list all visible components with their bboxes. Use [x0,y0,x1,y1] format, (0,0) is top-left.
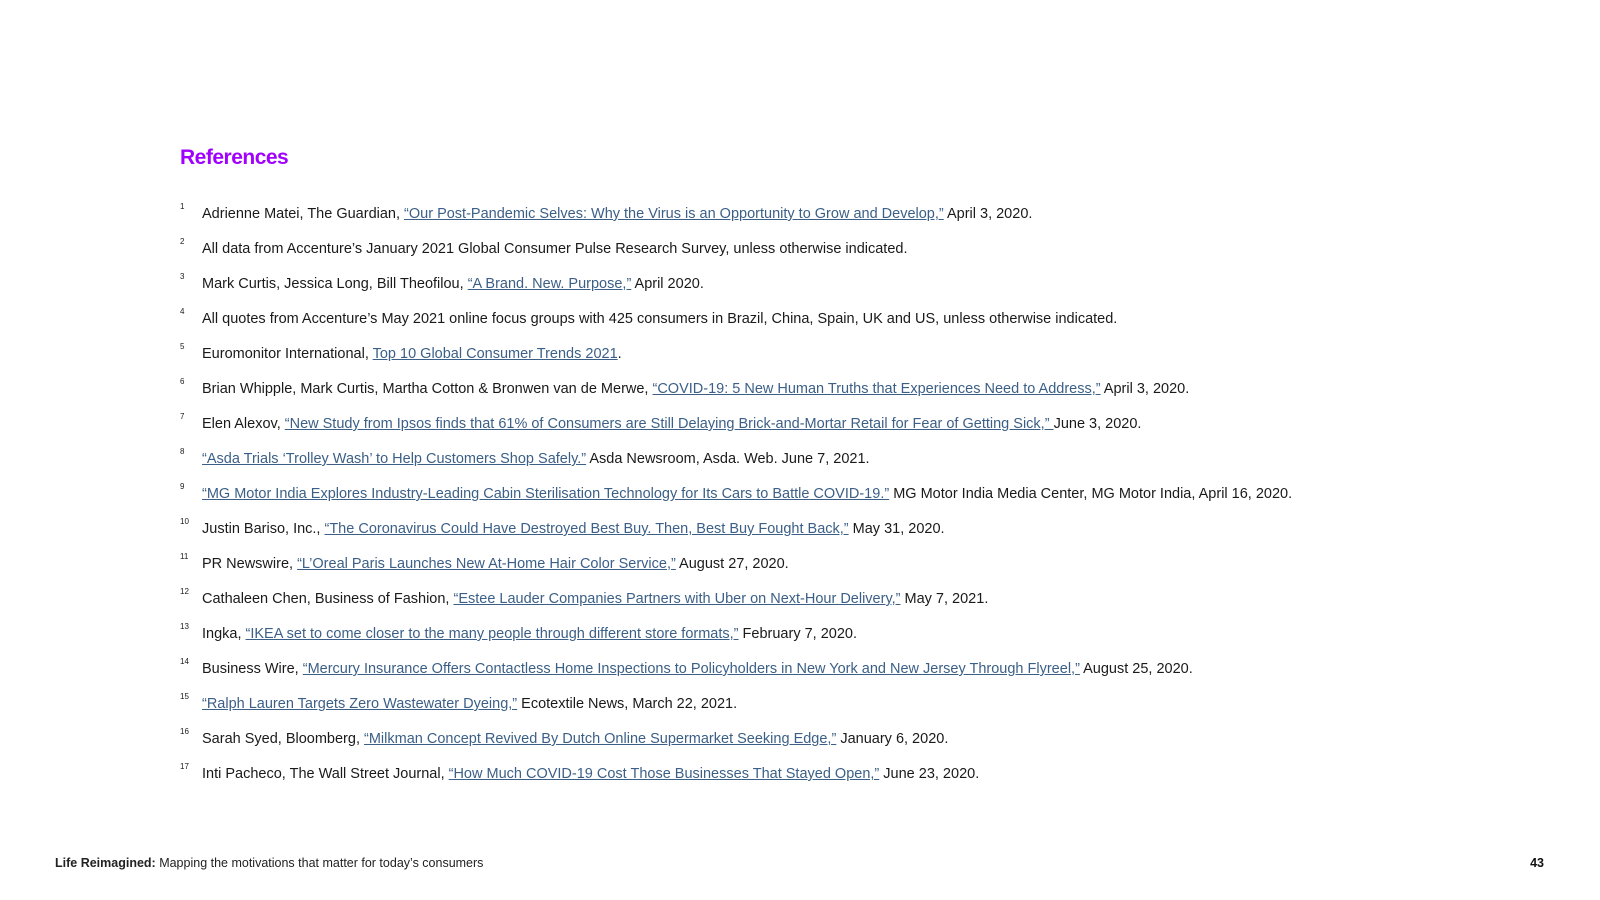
reference-text [202,520,945,538]
reference-link[interactable]: “Asda Trials ‘Trolley Wash’ to Help Customers Shop Safely.” [202,451,587,467]
reference-source: Ingka, [202,626,246,642]
reference-date: April 3, 2020. [943,206,1033,222]
reference-source: Elen Alexov, [202,416,285,432]
reference-item [180,517,1420,555]
reference-source: Mark Curtis, Jessica Long, Bill Theofilou, [202,276,468,292]
reference-date: April 3, 2020. [1100,381,1190,397]
reference-number: 6 [180,377,185,386]
reference-item [180,237,1420,275]
reference-source: Sarah Syed, Bloomberg, [202,731,365,747]
reference-text [202,310,1117,328]
reference-number: 17 [180,762,189,771]
reference-number: 15 [180,692,189,701]
footer-subtitle: Mapping the motivations that matter for today’s consumers [155,856,484,870]
reference-number: 11 [180,552,189,561]
reference-text [202,765,979,783]
reference-item [180,762,1420,800]
reference-link[interactable]: “New Study from Ipsos finds that 61% of Consumers are Still Delaying Brick-and-Mortar Retail for Fear of Getting Sick,” [284,416,1054,432]
reference-date: June 3, 2020. [1053,416,1142,432]
reference-link[interactable]: “How Much COVID-19 Cost Those Businesses That Stayed Open,” [448,766,880,782]
reference-source: PR Newswire, [202,556,298,572]
reference-text [202,415,1141,433]
reference-item [180,657,1420,695]
reference-text [202,485,1292,503]
reference-number: 3 [180,272,185,281]
reference-number: 4 [180,307,185,316]
reference-date: February 7, 2020. [738,626,858,642]
reference-text [202,625,857,643]
reference-number: 8 [180,447,185,456]
reference-item [180,692,1420,730]
reference-item [180,202,1420,240]
reference-link[interactable]: “A Brand. New. Purpose,” [467,276,632,292]
reference-number: 5 [180,342,185,351]
reference-item [180,412,1420,450]
reference-source: Euromonitor International, [202,346,373,362]
reference-text [202,240,908,258]
reference-item [180,342,1420,380]
reference-item [180,377,1420,415]
reference-date: May 31, 2020. [848,521,945,537]
reference-source: Justin Bariso, Inc., [202,521,325,537]
reference-link[interactable]: “Our Post-Pandemic Selves: Why the Virus is an Opportunity to Grow and Develop,” [404,206,944,222]
reference-link[interactable]: “Estee Lauder Companies Partners with Uber on Next-Hour Delivery,” [453,591,901,607]
reference-text [202,450,870,468]
reference-item [180,587,1420,625]
reference-date: January 6, 2020. [836,731,949,747]
reference-text [202,345,622,363]
reference-number: 9 [180,482,185,491]
reference-source: Adrienne Matei, The Guardian, [202,206,405,222]
references-list [180,202,1420,800]
reference-source: Brian Whipple, Mark Curtis, Martha Cotton & Bronwen van de Merwe, [202,381,653,397]
footer-caption [55,856,483,870]
reference-text [202,695,737,713]
reference-date: August 27, 2020. [675,556,789,572]
reference-item [180,447,1420,485]
reference-text [202,555,789,573]
reference-text [202,730,948,748]
reference-number: 13 [180,622,189,631]
reference-source: Business Wire, [202,661,303,677]
reference-number: 16 [180,727,189,736]
reference-date: May 7, 2021. [900,591,989,607]
reference-link[interactable]: “The Coronavirus Could Have Destroyed Best Buy. Then, Best Buy Fought Back,” [324,521,849,537]
reference-number: 10 [180,517,189,526]
reference-date: Asda Newsroom, Asda. Web. June 7, 2021. [586,451,870,467]
reference-link[interactable]: Top 10 Global Consumer Trends 2021 [372,346,618,362]
reference-source: All data from Accenture’s January 2021 Global Consumer Pulse Research Survey, unless otherwise indicated. [202,241,908,257]
reference-date: . [617,346,622,362]
reference-source: All quotes from Accenture’s May 2021 online focus groups with 425 consumers in Brazil, China, Spain, UK and US, unless otherwise indicated. [202,311,1118,327]
reference-item [180,307,1420,345]
reference-text [202,660,1193,678]
reference-link[interactable]: “Mercury Insurance Offers Contactless Home Inspections to Policyholders in New York and New Jersey Through Flyreel,” [302,661,1080,677]
reference-text [202,205,1032,223]
reference-link[interactable]: “MG Motor India Explores Industry-Leading Cabin Sterilisation Technology for Its Cars to Battle COVID-19.” [202,486,890,502]
reference-number: 2 [180,237,185,246]
reference-date: April 2020. [631,276,704,292]
reference-number: 12 [180,587,189,596]
reference-text [202,275,704,293]
reference-link[interactable]: “Ralph Lauren Targets Zero Wastewater Dyeing,” [202,696,518,712]
page-title: References [180,146,289,169]
reference-text [202,380,1189,398]
reference-source: Inti Pacheco, The Wall Street Journal, [202,766,449,782]
footer-title: Life Reimagined: [55,856,156,870]
reference-date: MG Motor India Media Center, MG Motor India, April 16, 2020. [889,486,1293,502]
reference-item [180,727,1420,765]
reference-number: 7 [180,412,185,421]
reference-source: Cathaleen Chen, Business of Fashion, [202,591,454,607]
reference-link[interactable]: “L’Oreal Paris Launches New At-Home Hair Color Service,” [297,556,676,572]
reference-text [202,590,988,608]
reference-link[interactable]: “Milkman Concept Revived By Dutch Online Supermarket Seeking Edge,” [364,731,837,747]
reference-link[interactable]: “IKEA set to come closer to the many people through different store formats,” [245,626,739,642]
reference-number: 14 [180,657,189,666]
reference-date: August 25, 2020. [1079,661,1193,677]
reference-item [180,272,1420,310]
reference-item [180,552,1420,590]
reference-link[interactable]: “COVID-19: 5 New Human Truths that Experiences Need to Address,” [652,381,1101,397]
reference-date: Ecotextile News, March 22, 2021. [517,696,738,712]
page-number: 43 [1530,856,1544,870]
reference-date: June 23, 2020. [879,766,980,782]
reference-number: 1 [180,202,185,211]
reference-item [180,622,1420,660]
reference-item [180,482,1420,520]
